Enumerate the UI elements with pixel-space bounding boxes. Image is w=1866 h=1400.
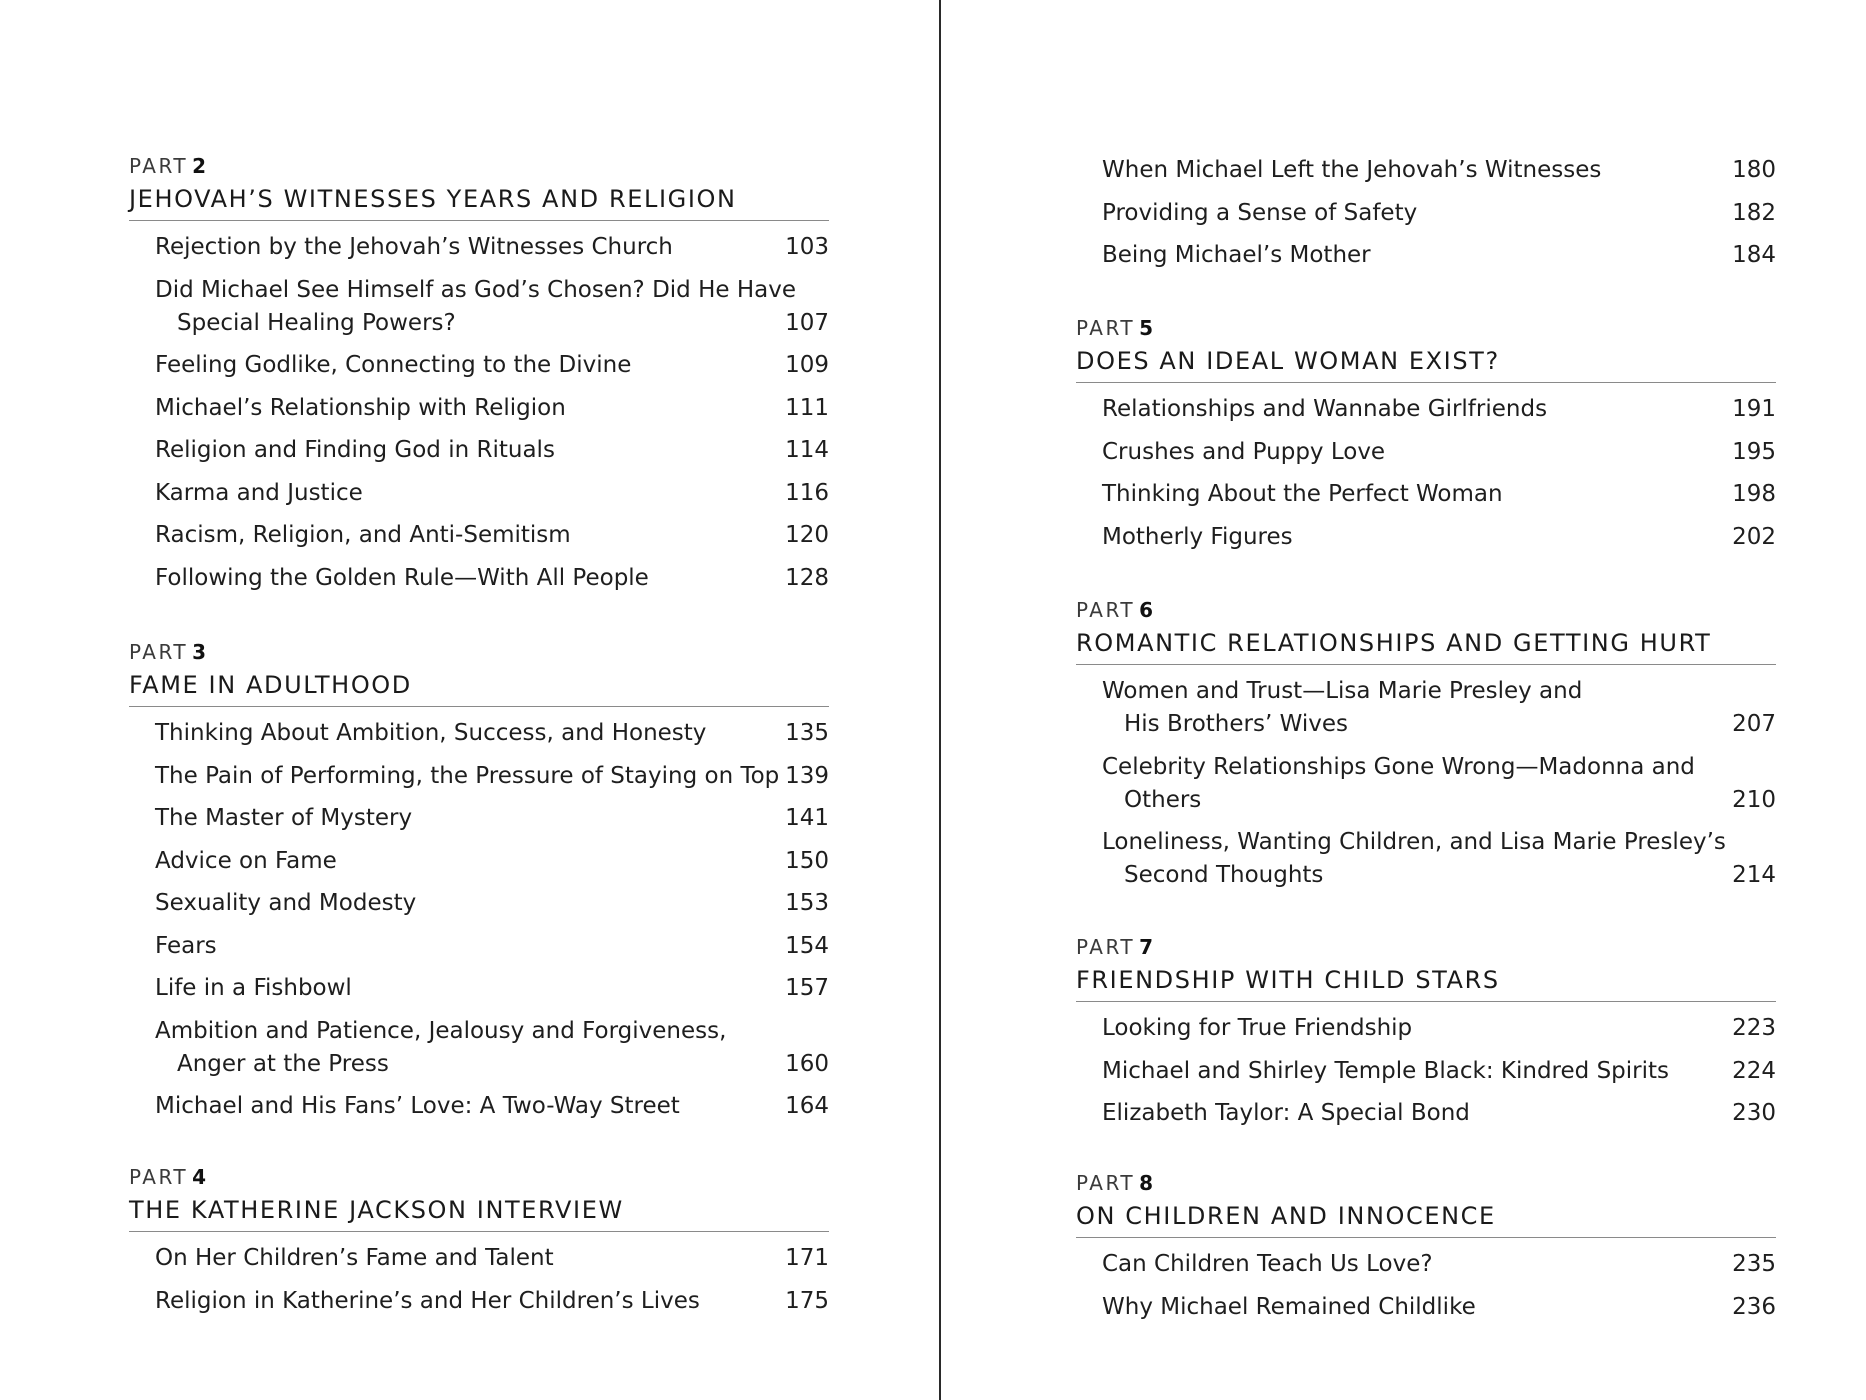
part-divider (1076, 382, 1776, 383)
page-number: 198 (1732, 481, 1776, 507)
toc-entry (129, 802, 829, 835)
part-word: PART (1076, 1171, 1136, 1195)
entry-title: Relationships and Wannabe Girlfriends (1102, 396, 1548, 422)
part-divider (129, 706, 829, 707)
entry-title: Ambition and Patience, Jealousy and Forgiveness, (155, 1017, 727, 1044)
entry-title: Feeling Godlike, Connecting to the Divine (155, 352, 632, 378)
page-number: 109 (785, 352, 829, 378)
page-number: 191 (1732, 396, 1776, 422)
toc-entry (129, 1090, 829, 1123)
page-number: 202 (1732, 523, 1776, 550)
toc-entry (1076, 826, 1776, 892)
entry-title: Women and Trust—Lisa Marie Presley and (1102, 678, 1583, 704)
part-number: 7 (1139, 935, 1154, 959)
page-number: 107 (785, 309, 829, 336)
part-number: 3 (192, 640, 207, 664)
toc-entry (1076, 1055, 1776, 1088)
part-title: ON CHILDREN AND INNOCENCE (1076, 1202, 1496, 1230)
toc-entry (1076, 1012, 1776, 1045)
toc-entry (1076, 751, 1776, 817)
continued-section (1076, 154, 1776, 282)
part-title: THE KATHERINE JACKSON INTERVIEW (129, 1196, 624, 1224)
toc-entry (129, 349, 829, 382)
toc-entry (129, 1285, 829, 1318)
entry-title: Why Michael Remained Childlike (1102, 1293, 1476, 1320)
entry-title: Advice on Fame (155, 847, 337, 874)
part-word: PART (129, 640, 189, 664)
part-word: PART (129, 1165, 189, 1189)
toc-entry (129, 519, 829, 552)
page-number: 164 (785, 1093, 829, 1119)
entry-list (1076, 154, 1776, 272)
page-number: 103 (785, 234, 829, 260)
toc-entry (1076, 675, 1776, 741)
toc-entry (1076, 239, 1776, 272)
part-divider (129, 1231, 829, 1232)
entry-list (1076, 1248, 1776, 1324)
entry-title: Michael’s Relationship with Religion (155, 394, 566, 421)
part-label (1076, 598, 1776, 622)
entry-title: Rejection by the Jehovah’s Witnesses Church (155, 234, 673, 260)
entry-list (129, 717, 829, 1123)
book-spine (939, 0, 941, 1400)
entry-title: The Pain of Performing, the Pressure of Staying on Top (155, 762, 780, 789)
page-number: 207 (1732, 711, 1776, 737)
part-word: PART (1076, 598, 1136, 622)
toc-entry (129, 1015, 829, 1081)
page-number: 114 (785, 437, 829, 463)
toc-entry (129, 231, 829, 264)
page-number: 128 (785, 564, 829, 591)
page-number: 154 (785, 932, 829, 959)
toc-entry (1076, 1097, 1776, 1130)
toc-entry (129, 717, 829, 750)
page-number: 141 (785, 805, 829, 831)
entry-title-continued: Second Thoughts (1124, 862, 1324, 888)
page-number: 135 (785, 720, 829, 746)
page-number: 157 (785, 975, 829, 1001)
part-label (129, 1165, 829, 1189)
page-number: 150 (785, 847, 829, 874)
toc-entry (129, 477, 829, 510)
part-number: 8 (1139, 1171, 1154, 1195)
page-number: 235 (1732, 1251, 1776, 1277)
part-4-section (129, 1165, 829, 1327)
toc-entry (129, 972, 829, 1005)
part-label (1076, 1171, 1776, 1195)
toc-entry (1076, 478, 1776, 511)
toc-entry (1076, 436, 1776, 469)
page-number: 223 (1732, 1015, 1776, 1041)
part-2-section (129, 154, 829, 604)
entry-title: Following the Golden Rule—With All People (155, 564, 649, 591)
entry-title: Being Michael’s Mother (1102, 242, 1371, 268)
toc-entry (1076, 1248, 1776, 1281)
part-title: DOES AN IDEAL WOMAN EXIST? (1076, 347, 1500, 375)
toc-entry (1076, 521, 1776, 554)
part-word: PART (1076, 316, 1136, 340)
entry-list (129, 1242, 829, 1318)
entry-title: Thinking About the Perfect Woman (1102, 481, 1503, 507)
page-number: 224 (1732, 1057, 1776, 1084)
entry-title: Life in a Fishbowl (155, 975, 352, 1001)
page-number: 195 (1732, 438, 1776, 465)
part-8-section (1076, 1171, 1776, 1333)
entry-title: Did Michael See Himself as God’s Chosen? Did He Have (155, 276, 796, 303)
toc-entry (129, 760, 829, 793)
part-title: FRIENDSHIP WITH CHILD STARS (1076, 966, 1500, 994)
page-number: 184 (1732, 242, 1776, 268)
part-label (129, 154, 829, 178)
toc-entry (129, 887, 829, 920)
part-divider (1076, 1001, 1776, 1002)
page-number: 236 (1732, 1293, 1776, 1320)
part-7-section (1076, 935, 1776, 1140)
part-word: PART (1076, 935, 1136, 959)
part-6-section (1076, 598, 1776, 902)
entry-title: Can Children Teach Us Love? (1102, 1251, 1433, 1277)
entry-title: Thinking About Ambition, Success, and Honesty (155, 720, 707, 746)
entry-title: Celebrity Relationships Gone Wrong—Madonna and (1102, 753, 1695, 780)
part-5-section (1076, 316, 1776, 563)
entry-list (1076, 1012, 1776, 1130)
part-title: JEHOVAH’S WITNESSES YEARS AND RELIGION (129, 185, 737, 213)
page-number: 175 (785, 1287, 829, 1314)
part-title: ROMANTIC RELATIONSHIPS AND GETTING HURT (1076, 629, 1712, 657)
entry-title: Karma and Justice (155, 479, 363, 506)
toc-entry (129, 930, 829, 963)
part-label (1076, 316, 1776, 340)
page-number: 182 (1732, 199, 1776, 226)
part-label (1076, 935, 1776, 959)
entry-title: Providing a Sense of Safety (1102, 199, 1418, 226)
entry-title: Religion and Finding God in Rituals (155, 437, 555, 463)
entry-list (1076, 675, 1776, 892)
page-number: 214 (1732, 862, 1776, 888)
entry-title: Racism, Religion, and Anti-Semitism (155, 522, 571, 548)
page-number: 153 (785, 890, 829, 916)
entry-title: Religion in Katherine’s and Her Children’s Lives (155, 1287, 700, 1314)
part-word: PART (129, 154, 189, 178)
page-number: 139 (785, 762, 829, 789)
page-number: 160 (785, 1050, 829, 1077)
entry-title: When Michael Left the Jehovah’s Witnesses (1102, 157, 1602, 183)
toc-entry (1076, 154, 1776, 187)
toc-entry (1076, 393, 1776, 426)
page-number: 111 (785, 394, 829, 421)
part-number: 2 (192, 154, 207, 178)
toc-entry (1076, 1291, 1776, 1324)
part-divider (1076, 1237, 1776, 1238)
part-divider (129, 220, 829, 221)
page-number: 210 (1732, 786, 1776, 813)
entry-title: On Her Children’s Fame and Talent (155, 1245, 554, 1271)
page-number: 180 (1732, 157, 1776, 183)
entry-list (1076, 393, 1776, 554)
part-label (129, 640, 829, 664)
part-number: 6 (1139, 598, 1154, 622)
page-number: 171 (785, 1245, 829, 1271)
toc-entry (129, 274, 829, 340)
entry-title: Michael and Shirley Temple Black: Kindred Spirits (1102, 1057, 1670, 1084)
toc-entry (129, 434, 829, 467)
entry-title: Loneliness, Wanting Children, and Lisa Marie Presley’s (1102, 829, 1726, 855)
part-title: FAME IN ADULTHOOD (129, 671, 412, 699)
page-number: 230 (1732, 1100, 1776, 1126)
entry-title-continued: Anger at the Press (177, 1050, 389, 1077)
entry-title-continued: His Brothers’ Wives (1124, 711, 1348, 737)
entry-list (129, 231, 829, 595)
part-divider (1076, 664, 1776, 665)
entry-title-continued: Special Healing Powers? (177, 309, 456, 336)
entry-title: Looking for True Friendship (1102, 1015, 1413, 1041)
entry-title: The Master of Mystery (155, 805, 413, 831)
entry-title: Elizabeth Taylor: A Special Bond (1102, 1100, 1470, 1126)
toc-entry (1076, 197, 1776, 230)
page-number: 116 (785, 479, 829, 506)
entry-title: Motherly Figures (1102, 523, 1293, 550)
entry-title: Michael and His Fans’ Love: A Two-Way Street (155, 1093, 680, 1119)
page-number: 120 (785, 522, 829, 548)
entry-title: Sexuality and Modesty (155, 890, 417, 916)
toc-entry (129, 562, 829, 595)
entry-title-continued: Others (1124, 786, 1202, 813)
part-number: 5 (1139, 316, 1154, 340)
entry-title: Crushes and Puppy Love (1102, 438, 1386, 465)
toc-entry (129, 392, 829, 425)
part-3-section (129, 640, 829, 1133)
toc-entry (129, 845, 829, 878)
entry-title: Fears (155, 932, 217, 959)
part-number: 4 (192, 1165, 207, 1189)
toc-entry (129, 1242, 829, 1275)
